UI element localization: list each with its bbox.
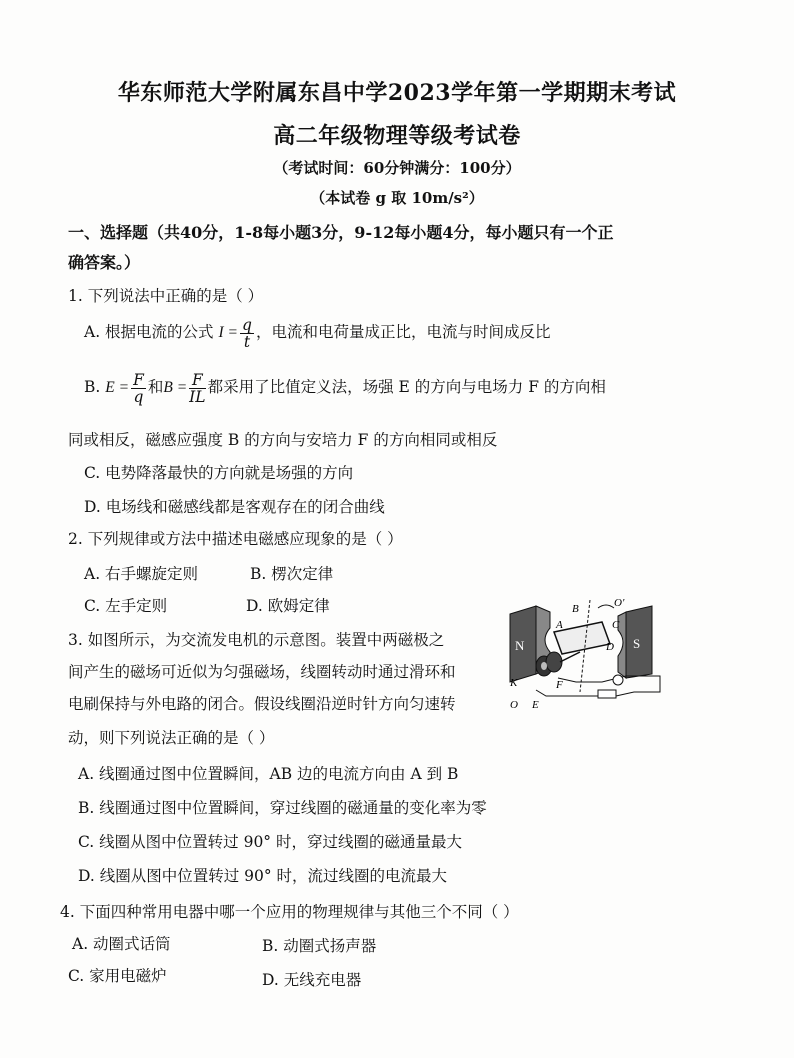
q3-stem-line1: 3. 如图所示，为交流发电机的示意图。装置中两磁极之 [68,631,445,649]
exam-title: 高二年级物理等级考试卷 [273,123,521,149]
q4-option-c: C. 家用电磁炉 [68,967,167,985]
label-o: O [510,699,518,711]
label-e: E [532,699,539,711]
label-k: K [510,677,518,689]
q1-a-suffix: ，电流和电荷量成正比，电流与时间成反比 [255,323,551,341]
q2-option-d: D. 欧姆定律 [246,597,330,615]
slip-ring-hole [541,662,547,670]
q3-stem-line2: 间产生的磁场可近似为匀强磁场，线圈转动时通过滑环和 [68,663,456,681]
school-title: 华东师范大学附属东昌中学2023学年第一学期期末考试 [117,80,677,106]
label-o-prime: O' [614,597,625,609]
q1-b-and: 和 [147,378,164,396]
q4-option-a: A. 动圈式话筒 [72,935,171,953]
q3-option-c: C. 线圈从图中位置转过 90° 时，穿过线圈的磁通量最大 [78,833,462,851]
q1-option-d: D. 电场线和磁感线都是客观存在的闭合曲线 [84,498,385,516]
q4-option-b: B. 动圈式扬声器 [262,937,377,955]
q1-b-e-num: F [133,370,144,389]
q1-stem: 1. 下列说法中正确的是（ ） [68,287,264,305]
q1-a-formula-lhs: I = [218,324,238,341]
label-b: B [572,603,579,615]
q1-option-a [84,315,550,350]
q3-option-d: D. 线圈从图中位置转过 90° 时，流过线圈的电流最大 [78,867,448,885]
n-pole-label: N [515,638,525,653]
q3-stem-line4: 动，则下列说法正确的是（ ） [68,729,275,747]
section-heading: 一、选择题（共40分，1-8每小题3分，9-12每小题4分，每小题只有一个正 [68,223,614,242]
q4-stem: 4. 下面四种常用电器中哪一个应用的物理规律与其他三个不同（ ） [60,903,519,921]
q2-stem: 2. 下列规律或方法中描述电磁感应现象的是（ ） [68,530,403,548]
q2-option-a: A. 右手螺旋定则 [84,565,199,583]
q1-b-e-den: q [133,387,144,406]
q1-option-c: C. 电势降落最快的方向就是场强的方向 [84,464,354,482]
q1-option-b-cont: 同或相反，磁感应强度 B 的方向与安培力 F 的方向相同或相反 [68,431,498,449]
label-a: A [556,619,563,631]
rotation-arrow [598,605,614,608]
q1-a-den: t [243,332,251,351]
q1-a-num: q [242,315,252,334]
q1-option-b [84,370,606,405]
q1-b-e-lhs: E = [105,379,130,396]
section-heading-cont: 确答案。） [68,253,141,272]
resistor [598,690,616,698]
q4-option-d: D. 无线充电器 [262,971,362,989]
q1-a-prefix: A. 根据电流的公式 [84,323,214,341]
q1-b-b-den: IL [189,387,206,406]
q1-b-b-lhs: B = [163,379,188,396]
q1-a-fraction [240,317,254,350]
meter [613,675,623,685]
q1-b-prefix: B. [84,378,101,396]
q1-b-b-fraction [189,372,205,405]
gravity-note: （本试卷 g 取 10m/s²） [310,189,484,207]
q3-stem-line3: 电刷保持与外电路的闭合。假设线圈沿逆时针方向匀速转 [68,695,456,713]
q3-option-b: B. 线圈通过图中位置瞬间，穿过线圈的磁通量的变化率为零 [78,799,487,817]
q1-b-b-num: F [189,372,205,389]
q1-b-e-fraction [131,372,146,405]
exam-info: （考试时间：60分钟满分：100分） [273,159,521,177]
label-f: F [556,679,563,691]
ac-generator-figure [506,592,666,712]
q2-option-c: C. 左手定则 [84,597,168,615]
label-d: D [606,641,614,653]
q1-b-suffix: 都采用了比值定义法，场强 E 的方向与电场力 F 的方向相 [207,378,606,396]
label-c: C [612,619,620,631]
q3-option-a: A. 线圈通过图中位置瞬间，AB 边的电流方向由 A 到 B [78,765,459,783]
q2-option-b: B. 楞次定律 [250,565,334,583]
slip-ring-2 [546,652,562,672]
s-pole-label: S [633,636,641,651]
